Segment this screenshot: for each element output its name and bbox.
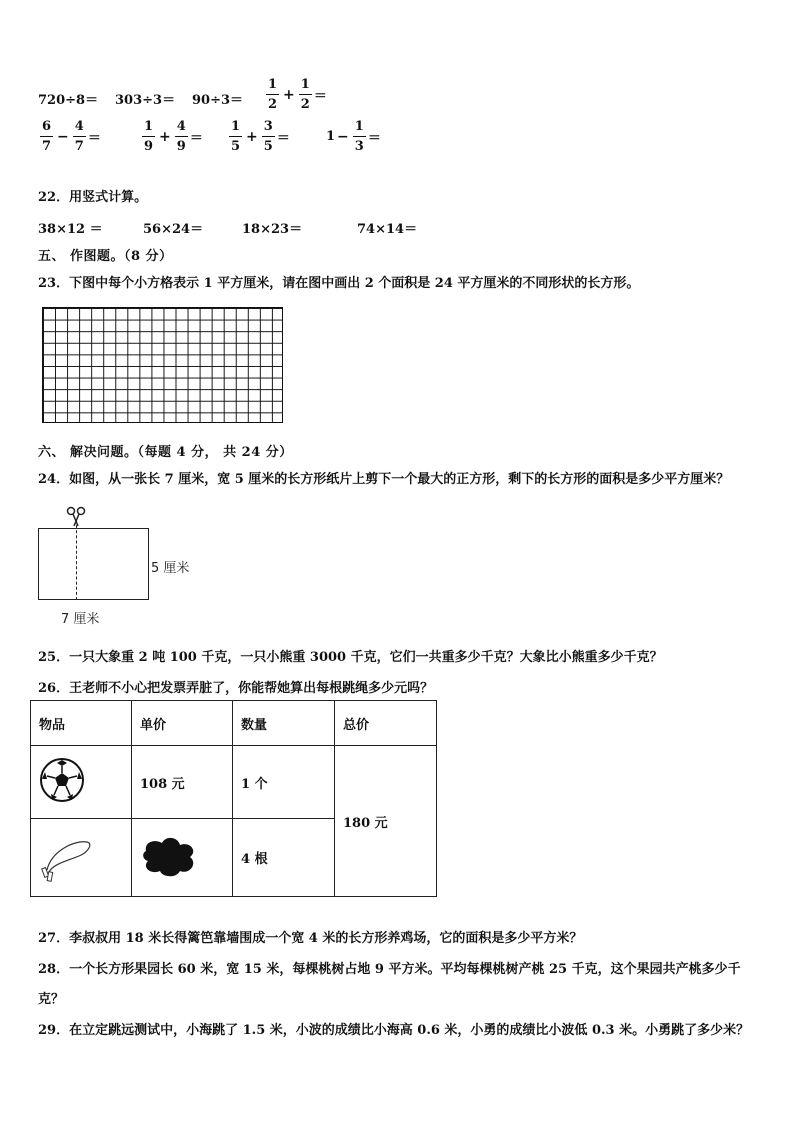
equals-sign: ＝ — [313, 89, 327, 104]
fraction-denominator: 5 — [263, 139, 273, 154]
fraction-numerator: 1 — [142, 120, 155, 137]
fraction-numerator: 3 — [262, 120, 275, 137]
fraction-denominator: 9 — [176, 139, 186, 154]
paper-rectangle — [38, 528, 149, 600]
fraction-denominator: 2 — [268, 97, 278, 112]
header-total: 总价 — [335, 701, 437, 746]
soccer-ball-icon — [39, 757, 85, 803]
calc-303-div-3: 303÷3＝ — [115, 93, 176, 108]
fraction-numerator: 4 — [73, 120, 86, 137]
calc-90-div-3: 90÷3＝ — [192, 93, 244, 108]
fraction-numerator: 6 — [40, 120, 53, 137]
q22-title: 22．用竖式计算。 — [38, 190, 148, 205]
width-label: 7 厘米 — [61, 612, 100, 627]
item-jump-rope — [31, 819, 132, 897]
calc-6-7-minus-4-7 — [38, 120, 101, 153]
scissors-icon — [66, 506, 86, 528]
header-unit-price: 单价 — [132, 701, 233, 746]
header-item: 物品 — [31, 701, 132, 746]
fraction-denominator: 7 — [74, 139, 84, 154]
quantity-ball: 1 个 — [233, 746, 335, 819]
item-soccer-ball — [31, 746, 132, 819]
q24-text: 24．如图，从一张长 7 厘米，宽 5 厘米的长方形纸片上剪下一个最大的正方形，剩下的长方形的面积是多少平方厘米？ — [38, 472, 730, 487]
q27-text: 27．李叔叔用 18 米长得篱笆靠墙围成一个宽 4 米的长方形养鸡场，它的面积是多少平方米？ — [38, 931, 583, 946]
fraction-denominator: 2 — [300, 97, 310, 112]
q28-text-line2: 克？ — [38, 992, 65, 1007]
equals-sign: ＝ — [276, 131, 290, 146]
equals-sign: ＝ — [189, 131, 203, 146]
calc-1-5-plus-3-5 — [227, 120, 290, 153]
operator: + — [159, 128, 171, 145]
fraction-denominator: 3 — [354, 139, 364, 154]
operator: + — [246, 128, 258, 145]
ink-stain-icon — [140, 833, 200, 879]
q25-text: 25．一只大象重 2 吨 100 千克，一只小熊重 3000 千克，它们一共重多少千克？大象比小熊重多少千克？ — [38, 650, 663, 665]
fraction-denominator: 9 — [144, 139, 154, 154]
fraction-denominator: 5 — [231, 139, 241, 154]
fraction-numerator: 1 — [299, 78, 312, 95]
section-5-heading: 五、 作图题。（8 分） — [38, 249, 173, 264]
operator: + — [283, 86, 295, 103]
vertical-calc-38x12: 38×12 ＝ — [38, 222, 103, 237]
fraction-numerator: 1 — [229, 120, 242, 137]
fraction-numerator: 4 — [175, 120, 188, 137]
equals-sign: ＝ — [367, 131, 381, 146]
invoice-table — [30, 700, 437, 897]
calc-1-minus-1-3 — [326, 120, 381, 153]
unit-price-smudged — [132, 819, 233, 897]
fraction-numerator: 1 — [353, 120, 366, 137]
calc-half-plus-half — [264, 78, 327, 111]
whole-number: 1 — [326, 129, 336, 144]
q29-text: 29．在立定跳远测试中，小海跳了 1.5 米，小波的成绩比小海高 0.6 米，小勇的成绩比小波低 0.3 米。小勇跳了多少米？ — [38, 1023, 750, 1038]
header-quantity: 数量 — [233, 701, 335, 746]
total-price: 180 元 — [335, 746, 437, 897]
operator: − — [337, 128, 349, 145]
fraction-denominator: 7 — [42, 139, 52, 154]
unit-price-ball: 108 元 — [132, 746, 233, 819]
cut-line — [76, 520, 77, 600]
operator: − — [57, 128, 69, 145]
fraction-numerator: 1 — [266, 78, 279, 95]
q26-text: 26．王老师不小心把发票弄脏了，你能帮她算出每根跳绳多少元吗？ — [38, 681, 434, 696]
calc-1-9-plus-4-9 — [140, 120, 203, 153]
q23-text: 23．下图中每个小方格表示 1 平方厘米，请在图中画出 2 个面积是 24 平方厘米的不同形状的长方形。 — [38, 276, 640, 291]
square-grid[interactable] — [42, 307, 283, 423]
vertical-calc-18x23: 18×23＝ — [242, 222, 303, 237]
jump-rope-icon — [39, 826, 95, 886]
vertical-calc-74x14: 74×14＝ — [357, 222, 418, 237]
section-6-heading: 六、 解决问题。（每题 4 分， 共 24 分） — [38, 445, 293, 460]
calc-720-div-8: 720÷8＝ — [38, 93, 99, 108]
vertical-calc-56x24: 56×24＝ — [143, 222, 204, 237]
height-label: 5 厘米 — [151, 561, 190, 576]
equals-sign: ＝ — [87, 131, 101, 146]
quantity-rope: 4 根 — [233, 819, 335, 897]
q28-text-line1: 28．一个长方形果园长 60 米，宽 15 米，每棵桃树占地 9 平方米。平均每棵桃树产桃 25 千克，这个果园共产桃多少千 — [38, 962, 741, 977]
